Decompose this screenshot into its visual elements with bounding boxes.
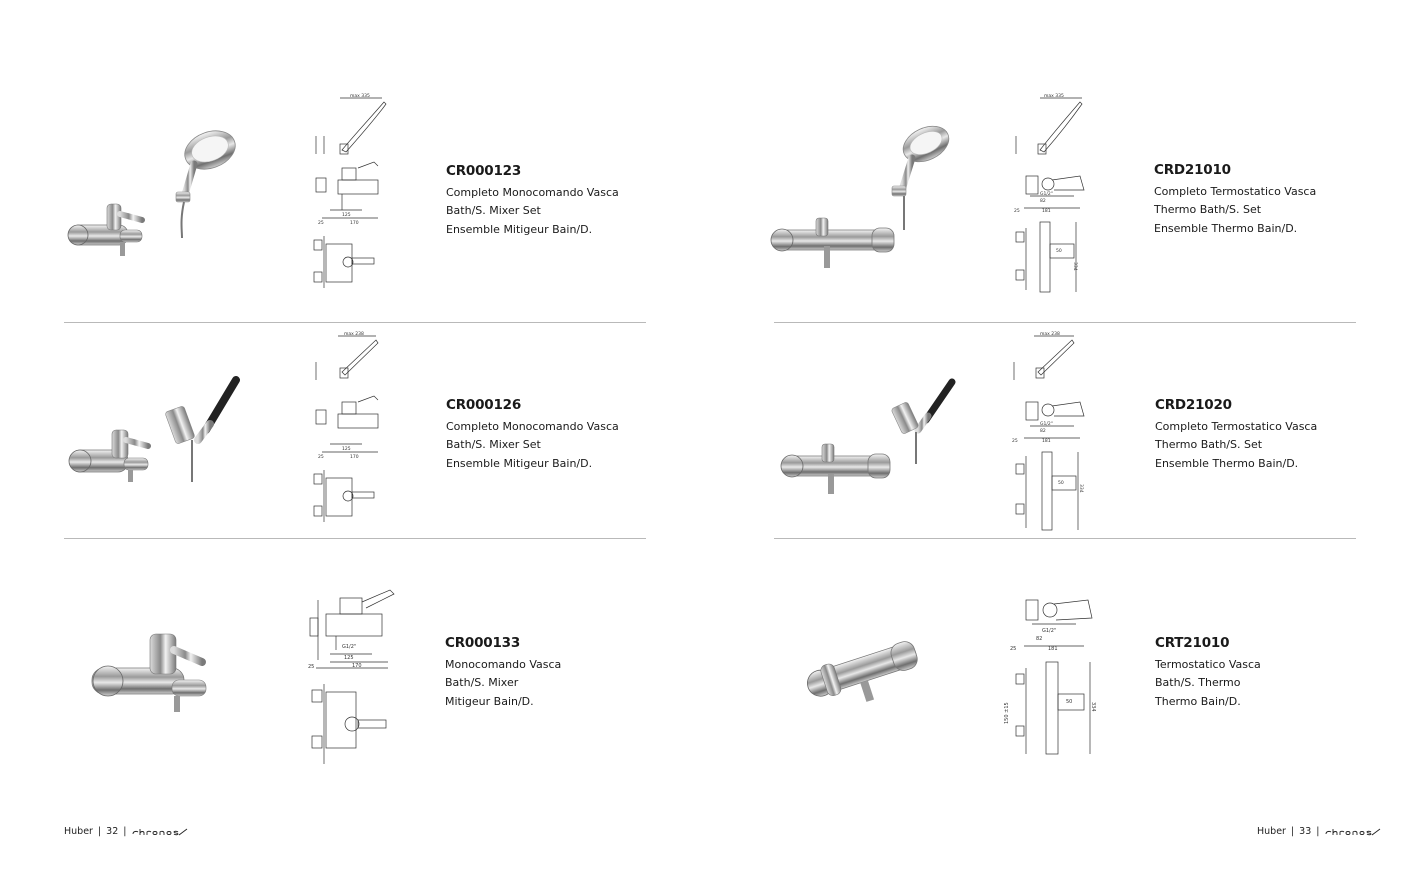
product-code: CRD21010 bbox=[1154, 162, 1231, 178]
description-en: Bath/S. Mixer Set bbox=[446, 204, 541, 218]
footer-divider: | bbox=[1290, 826, 1295, 837]
technical-drawing bbox=[1004, 330, 1104, 534]
dimension-label: 181 bbox=[1048, 646, 1058, 652]
footer-right bbox=[1257, 826, 1382, 837]
dimension-label: G1/2" bbox=[1040, 192, 1053, 197]
dimension-label: max 335 bbox=[350, 94, 370, 99]
product-photo bbox=[764, 118, 964, 278]
product-photo bbox=[796, 624, 926, 714]
description-en: Bath/S. Mixer bbox=[445, 676, 519, 690]
dimension-label: 50 bbox=[1066, 699, 1073, 705]
separator bbox=[64, 538, 646, 539]
page-number: 33 bbox=[1299, 826, 1312, 837]
dimension-label: 181 bbox=[1042, 439, 1051, 444]
description-fr: Thermo Bain/D. bbox=[1155, 694, 1241, 708]
technical-drawing bbox=[296, 580, 406, 770]
dimension-label: G1/2" bbox=[342, 644, 357, 650]
dimension-label: 170 bbox=[350, 455, 359, 460]
footer-divider: | bbox=[97, 826, 102, 837]
separator bbox=[64, 322, 646, 323]
dimension-label: 125 bbox=[342, 213, 351, 218]
dimension-label: 82 bbox=[1036, 636, 1043, 642]
description-en: Bath/S. Thermo bbox=[1155, 676, 1241, 690]
description-it: Completo Monocomando Vasca bbox=[446, 420, 619, 433]
page-number: 32 bbox=[106, 826, 119, 837]
description-it: Completo Monocomando Vasca bbox=[446, 186, 619, 199]
description-en: Bath/S. Mixer Set bbox=[446, 438, 541, 452]
dimension-label: 150 ±15 bbox=[1004, 702, 1010, 724]
product-photo bbox=[86, 628, 216, 718]
dimension-label: 181 bbox=[1042, 209, 1051, 214]
dimension-label: 25 bbox=[318, 455, 324, 460]
technical-drawing bbox=[302, 92, 402, 292]
dimension-label: 125 bbox=[344, 655, 354, 661]
product-code: CRT21010 bbox=[1155, 635, 1230, 651]
description-fr: Mitigeur Bain/D. bbox=[445, 694, 534, 708]
dimension-label: 125 bbox=[342, 447, 351, 452]
dimension-label: 25 bbox=[1012, 439, 1018, 444]
product-code: CR000133 bbox=[445, 635, 521, 651]
description-en: Thermo Bath/S. Set bbox=[1155, 438, 1263, 452]
dimension-label: 334 bbox=[1090, 702, 1096, 712]
dimension-label: max 238 bbox=[1040, 332, 1060, 337]
separator bbox=[774, 538, 1356, 539]
footer-brand: Huber bbox=[1257, 826, 1286, 837]
description-fr: Ensemble Thermo Bain/D. bbox=[1155, 456, 1299, 470]
description-fr: Ensemble Mitigeur Bain/D. bbox=[446, 222, 593, 236]
dimension-label: 170 bbox=[352, 663, 362, 669]
footer-divider: | bbox=[1316, 826, 1320, 837]
product-photo bbox=[62, 370, 252, 490]
description-it: Completo Termostatico Vasca bbox=[1154, 185, 1317, 198]
description-it: Monocomando Vasca bbox=[445, 658, 562, 671]
product-code: CRD21020 bbox=[1155, 397, 1232, 413]
dimension-label: 82 bbox=[1040, 199, 1046, 204]
dimension-label: 50 bbox=[1056, 249, 1062, 254]
technical-drawing bbox=[1004, 594, 1114, 760]
dimension-label: 334 bbox=[1078, 484, 1083, 493]
chronos-logo bbox=[1324, 827, 1382, 837]
dimension-label: max 335 bbox=[1044, 94, 1064, 99]
dimension-label: 82 bbox=[1040, 429, 1046, 434]
chronos-logo bbox=[131, 827, 189, 837]
product-photo bbox=[776, 374, 966, 504]
dimension-label: 334 bbox=[1072, 262, 1077, 271]
footer-left bbox=[64, 826, 189, 837]
dimension-label: 25 bbox=[1014, 209, 1020, 214]
product-code: CR000126 bbox=[446, 397, 522, 413]
dimension-label: G1/2" bbox=[1042, 628, 1057, 634]
product-photo bbox=[62, 120, 252, 270]
technical-drawing bbox=[1004, 92, 1104, 296]
description-en: Thermo Bath/S. Set bbox=[1154, 203, 1262, 217]
dimension-label: 25 bbox=[1010, 646, 1017, 652]
dimension-label: 25 bbox=[318, 221, 324, 226]
dimension-label: 25 bbox=[308, 664, 315, 670]
dimension-label: 50 bbox=[1058, 481, 1064, 486]
dimension-label: G1/2" bbox=[1040, 422, 1053, 427]
footer-brand: Huber bbox=[64, 826, 93, 837]
dimension-label: max 238 bbox=[344, 332, 364, 337]
description-it: Termostatico Vasca bbox=[1155, 658, 1261, 671]
product-code: CR000123 bbox=[446, 163, 522, 179]
description-fr: Ensemble Thermo Bain/D. bbox=[1154, 221, 1298, 235]
technical-drawing bbox=[302, 330, 402, 526]
separator bbox=[774, 322, 1356, 323]
footer-divider: | bbox=[123, 826, 127, 837]
description-it: Completo Termostatico Vasca bbox=[1155, 420, 1318, 433]
description-fr: Ensemble Mitigeur Bain/D. bbox=[446, 456, 593, 470]
dimension-label: 170 bbox=[350, 221, 359, 226]
